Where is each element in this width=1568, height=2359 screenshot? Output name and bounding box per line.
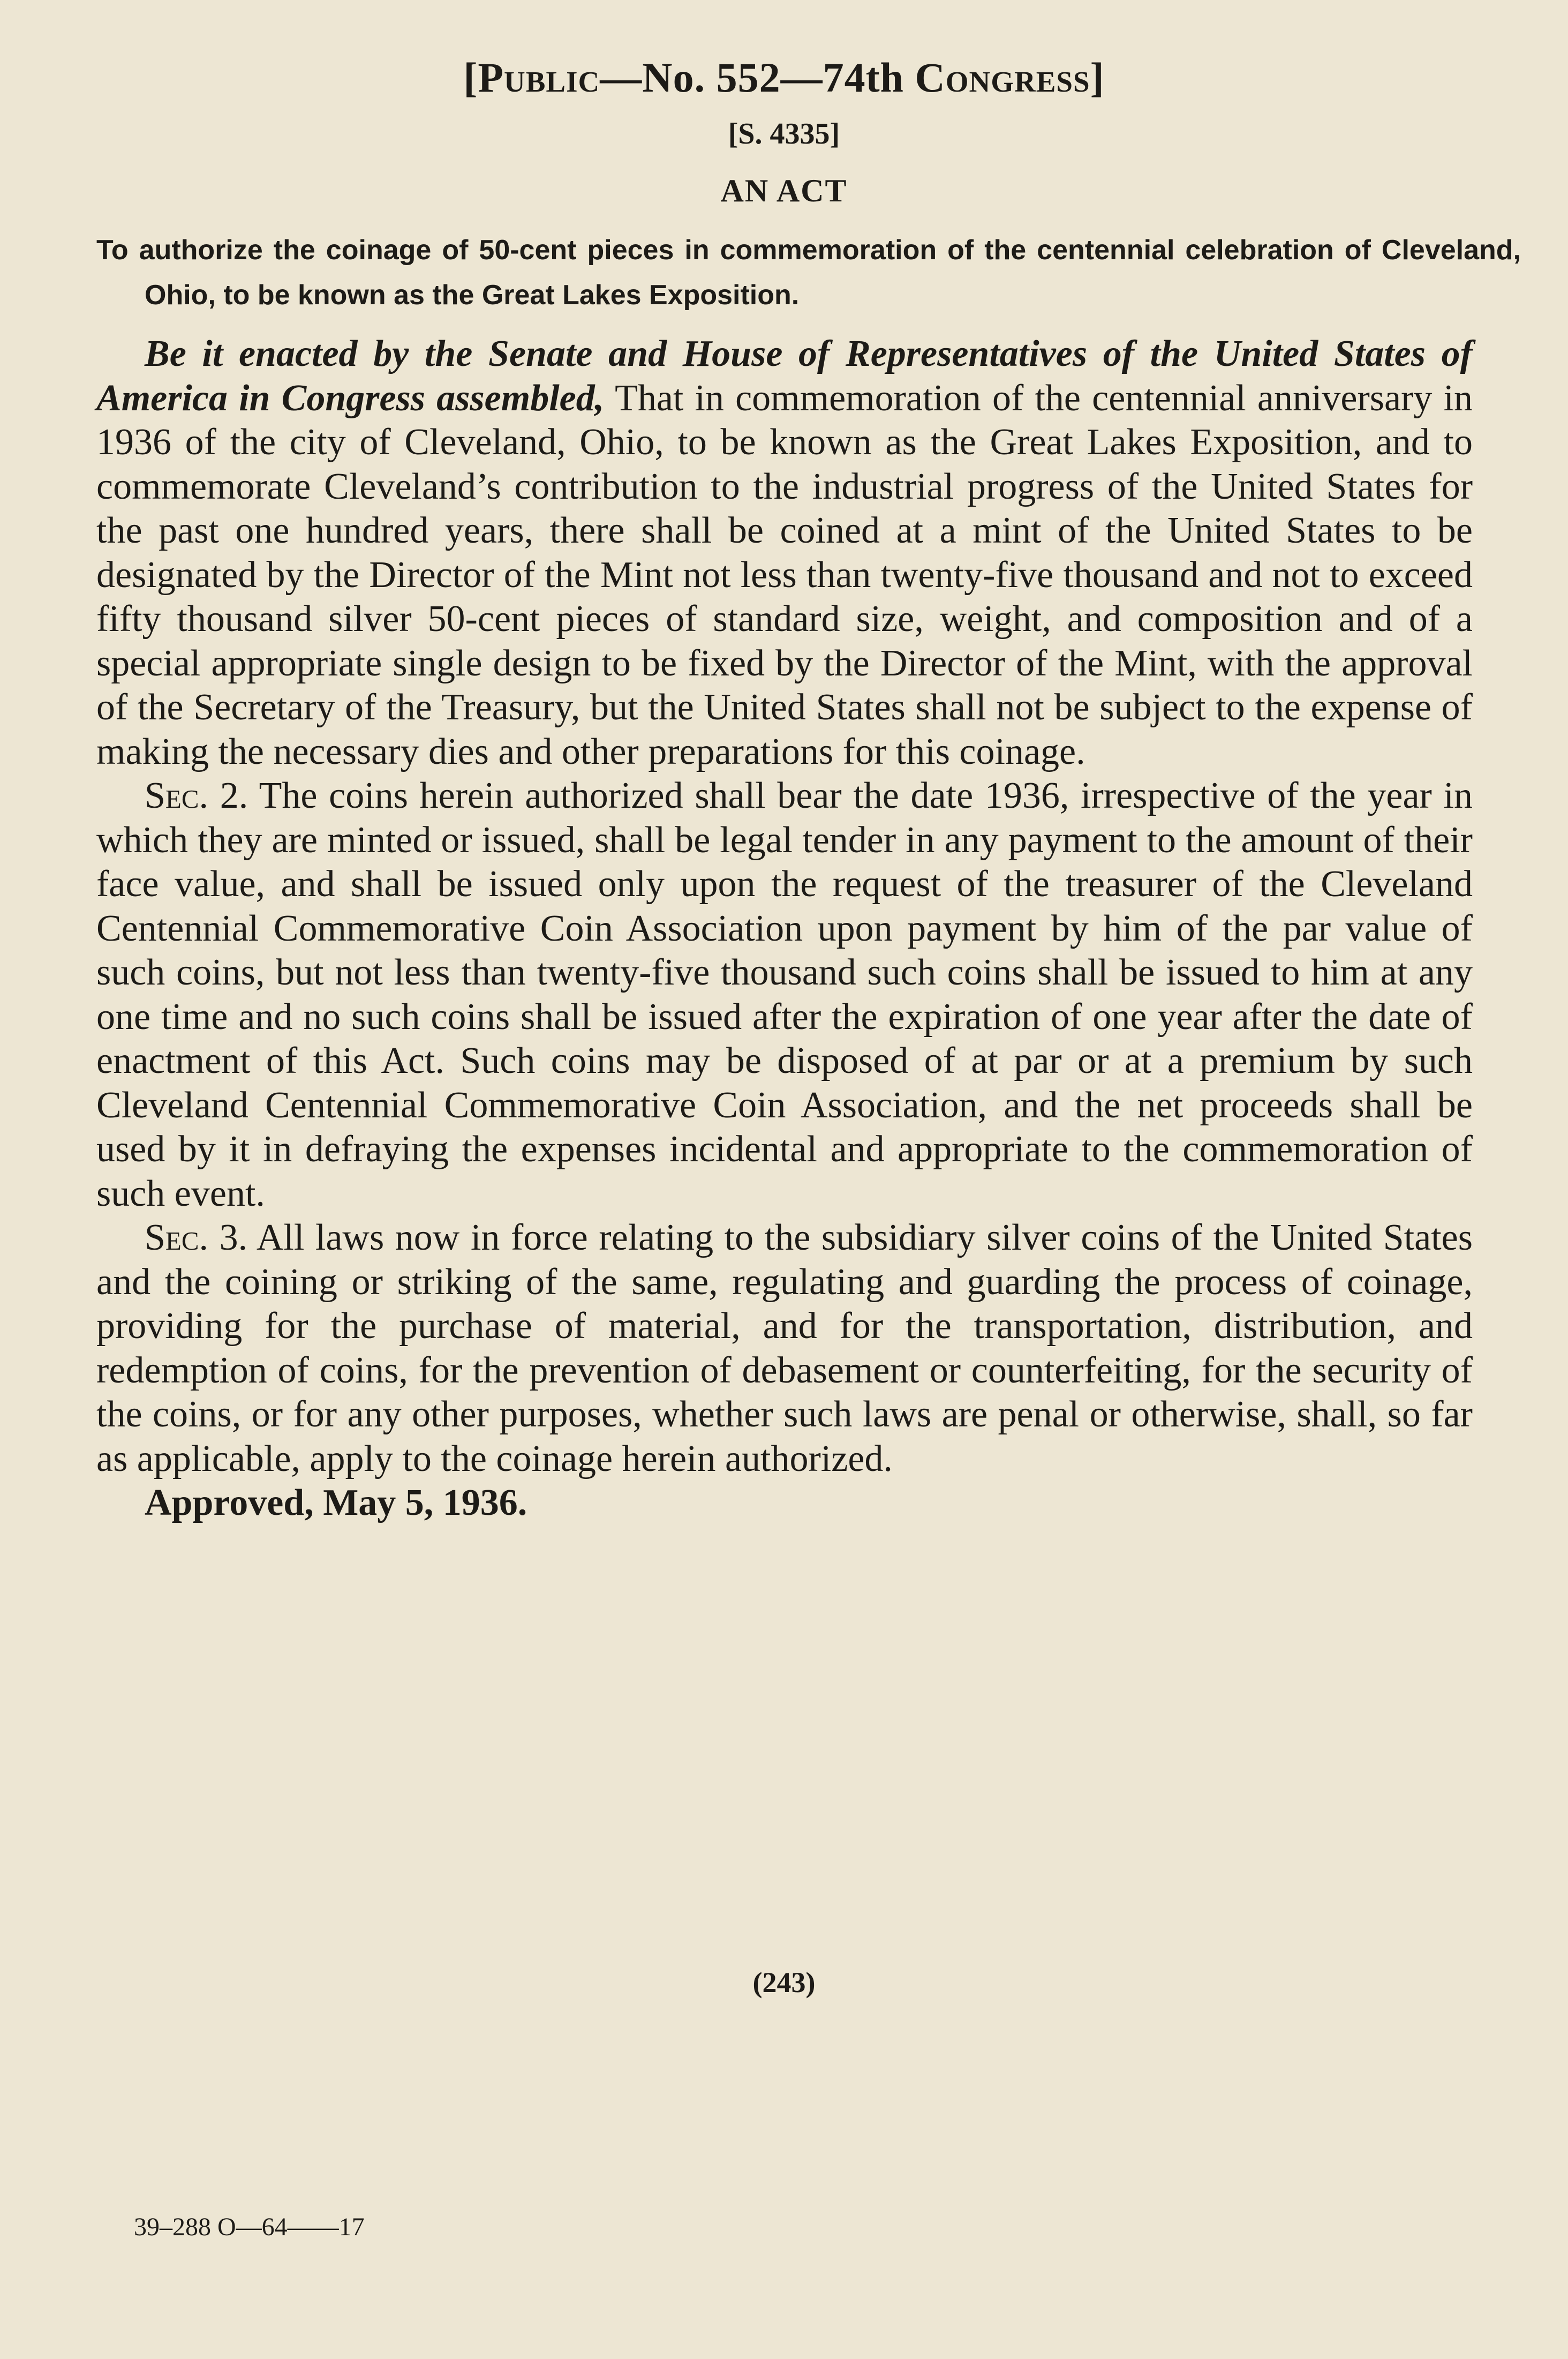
section-3-label: Sec. 3.: [145, 1217, 248, 1258]
enacting-clause: Be it enacted by the Senate and House of Representatives of the United States of America in Congress assembled,: [96, 333, 1473, 419]
section-3: [96, 1216, 1473, 1481]
section-1-text: That in commemoration of the centennial anniversary in 1936 of the city of Cleveland, Ohio, to be known as the Great Lakes Exposition, and to commemorate Cleveland’s contribution to the industrial progress of the United States for the past one hundred years, there shall be coined at a mint of the United States to be designated by the Director of the Mint not less than twenty-five thousand and not to exceed fifty thousand silver 50-cent pieces of standard size, weight, and composition and of a special appropriate single design to be fixed by the Director of the Mint, with the approval of the Secretary of the Treasury, but the United States shall not be subject to the expense of making the necessary dies and other preparations for this coinage.: [96, 377, 1473, 772]
section-2-text: The coins herein authorized shall bear the date 1936, irrespective of the year in which they are minted or issued, shall be legal tender in any payment to the amount of their face value, and shall be issued only upon the request of the treasurer of the Cleveland Centennial Commemorative Coin Association upon payment by him of the par value of such coins, but not less than twenty-five thousand such coins shall be issued to him at any one time and no such coins shall be issued after the expiration of one year after the date of enactment of this Act. Such coins may be disposed of at par or at a premium by such Cleveland Centennial Commemorative Coin Association, and the net proceeds shall be used by it in defraying the expenses incidental and appropriate to the commemoration of such event.: [96, 775, 1473, 1214]
print-code: 39–288 O—64——17: [134, 2213, 365, 2241]
header-number: —No. 552—74th: [600, 54, 915, 101]
act-body: [96, 332, 1473, 1526]
header-congress: Congress: [915, 54, 1090, 101]
section-2-label: Sec. 2.: [145, 775, 248, 816]
section-2: [96, 774, 1473, 1216]
section-3-text: All laws now in force relating to the subsidiary silver coins of the United States and the coining or striking of the same, regulating and guarding the process of coinage, providing for the purchase of material, and for the transportation, distribution, and redemption of coins, for the prevention of debasement or counterfeiting, for the security of the coins, or for any other purposes, whether such laws are penal or otherwise, shall, so far as applicable, apply to the coinage herein authorized.: [96, 1217, 1473, 1479]
header-public: Public: [478, 54, 600, 101]
act-purpose: To authorize the coinage of 50-cent pieces in commemoration of the centennial celebration of Cleveland, Ohio, to be known as the Great Lakes Exposition.: [96, 235, 1521, 311]
page-number: (243): [752, 1966, 816, 1999]
header-close-bracket: ]: [1090, 54, 1105, 101]
public-law-header: [0, 54, 1568, 102]
section-1: [96, 332, 1473, 774]
approval-date: Approved, May 5, 1936.: [145, 1482, 527, 1523]
bill-number: [S. 4335]: [728, 117, 840, 151]
act-title: AN ACT: [720, 173, 848, 208]
header-open-bracket: [: [463, 54, 478, 101]
